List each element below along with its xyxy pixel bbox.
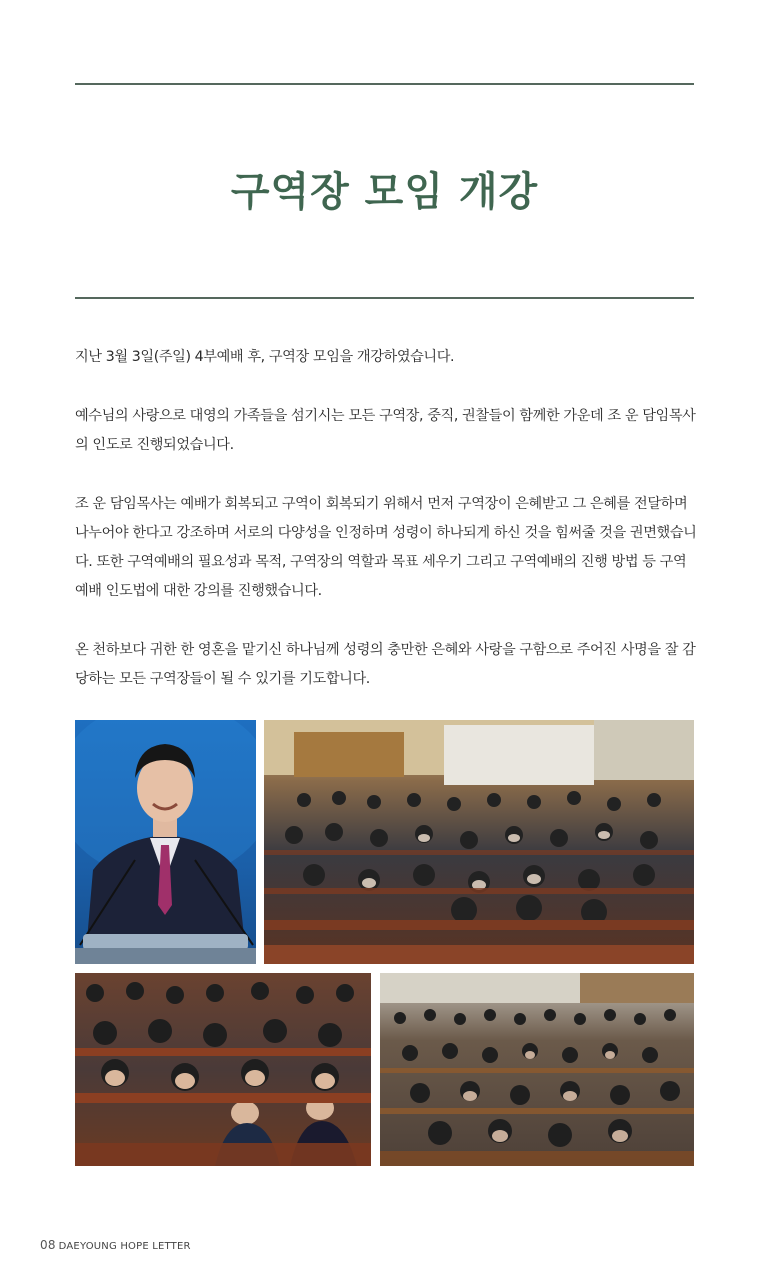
page-footer: [40, 1238, 191, 1252]
article-body: [75, 343, 697, 724]
pastor-photo: [75, 720, 256, 964]
congregation-photo-3: [380, 973, 694, 1166]
article-paragraph-4: 온 천하보다 귀한 한 영혼을 맡기신 하나님께 성령의 충만한 은혜와 사랑을 구함으로 주어진 사명을 잘 감당하는 모든 구역장들이 될 수 있기를 기도합니다.: [75, 642, 696, 687]
top-divider: [75, 83, 694, 85]
title-divider: [75, 297, 694, 299]
congregation-photo-2: [75, 973, 371, 1166]
congregation-photo-1: [264, 720, 694, 964]
article-paragraph-3: 조 운 담임목사는 예배가 회복되고 구역이 회복되기 위해서 먼저 구역장이 은혜받고 그 은혜를 전달하며 나누어야 한다고 강조하며 서로의 다양성을 인정하며 성령이 하나되게 하신 것을 힘써줄 것을 권면했습니다. 또한 구역예배의 필요성과 목적, 구역장의 역할과 목표 세우기 그리고 구역예배의 진행 방법 등 구역예배 인도법에 대한 강의를 진행했습니다.: [75, 496, 697, 599]
page-number: 08: [40, 1238, 56, 1252]
publication-name: DAEYOUNG HOPE LETTER: [58, 1241, 191, 1252]
article-paragraph-2: 예수님의 사랑으로 대영의 가족들을 섬기시는 모든 구역장, 중직, 권찰들이 함께한 가운데 조 운 담임목사의 인도로 진행되었습니다.: [75, 408, 696, 453]
page-title: 구역장 모임 개강: [230, 168, 539, 215]
article-paragraph-1: 지난 3월 3일(주일) 4부예배 후, 구역장 모임을 개강하였습니다.: [75, 349, 455, 365]
